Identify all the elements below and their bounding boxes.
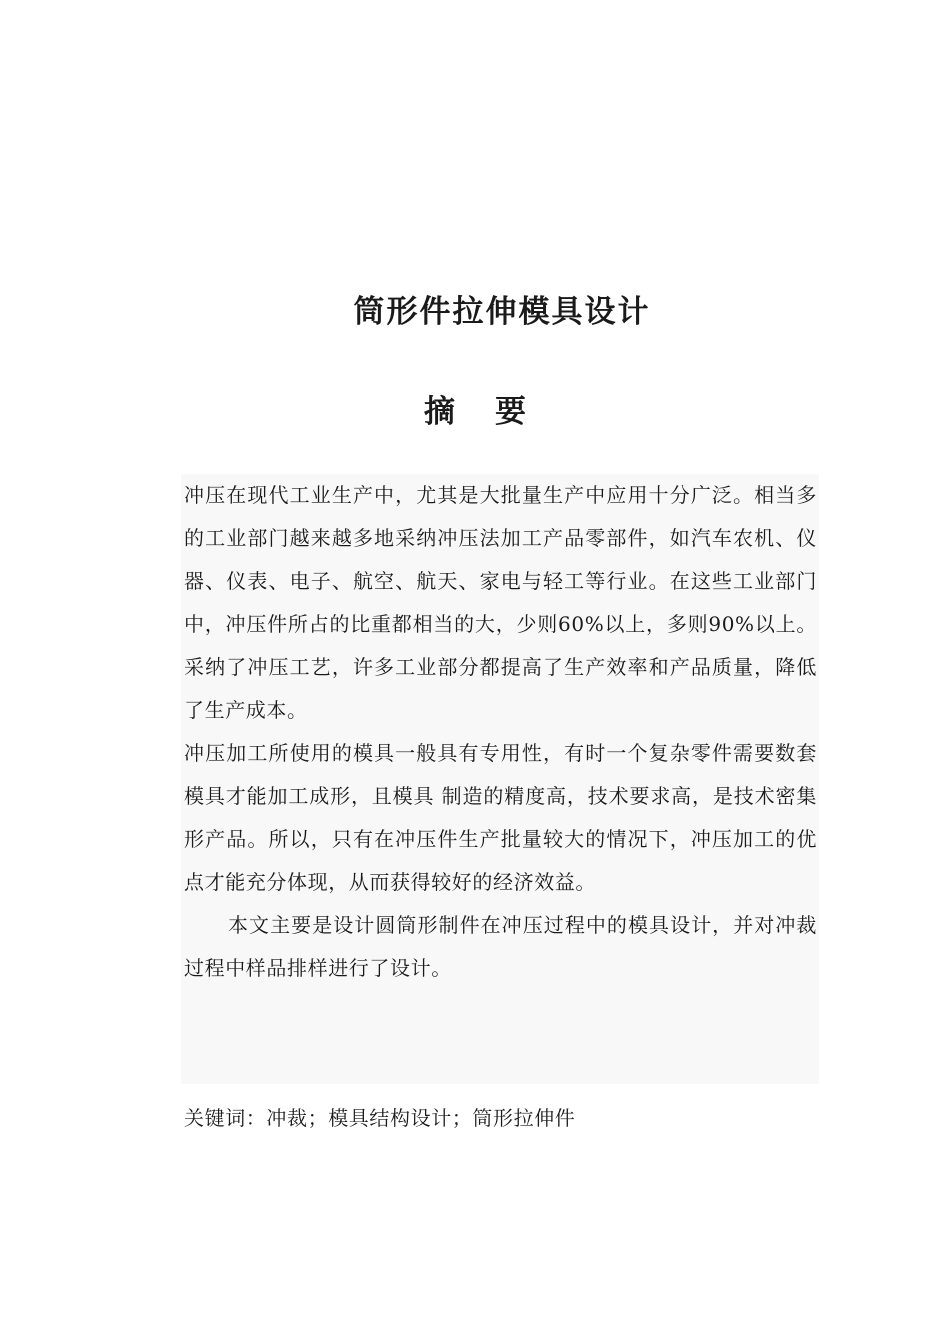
abstract-paragraph-1: 冲压在现代工业生产中，尤其是大批量生产中应用十分广泛。相当多的工业部门越来越多地采纳冲压法加工产品零部件，如汽车农机、仪器、仪表、电子、航空、航天、家电与轻工等行业。在这些工业部门中，冲压件所占的比重都相当的大，少则60%以上，多则90%以上。采纳了冲压工艺，许多工业部分都提高了生产效率和产品质量，降低了生产成本。 (184, 483, 817, 722)
abstract-heading-char-2: 要 (495, 394, 526, 430)
abstract-body (181, 474, 819, 1084)
document-title: 筒形件拉伸模具设计 (353, 294, 651, 330)
abstract-heading-char-1: 摘 (424, 394, 455, 430)
abstract-paragraph-3: 本文主要是设计圆筒形制件在冲压过程中的模具设计，并对冲裁过程中样品排样进行了设计。 (184, 913, 817, 980)
abstract-paragraph-2: 冲压加工所使用的模具一般具有专用性，有时一个复杂零件需要数套模具才能加工成形，且模具 制造的精度高，技术要求高，是技术密集形产品。所以，只有在冲压件生产批量较大的情况下，冲压加工的优点才能充分体现，从而获得较好的经济效益。 (184, 741, 817, 894)
abstract-heading (0, 386, 950, 431)
keywords-line: 关键词：冲裁；模具结构设计；筒形拉伸件 (184, 1106, 576, 1130)
